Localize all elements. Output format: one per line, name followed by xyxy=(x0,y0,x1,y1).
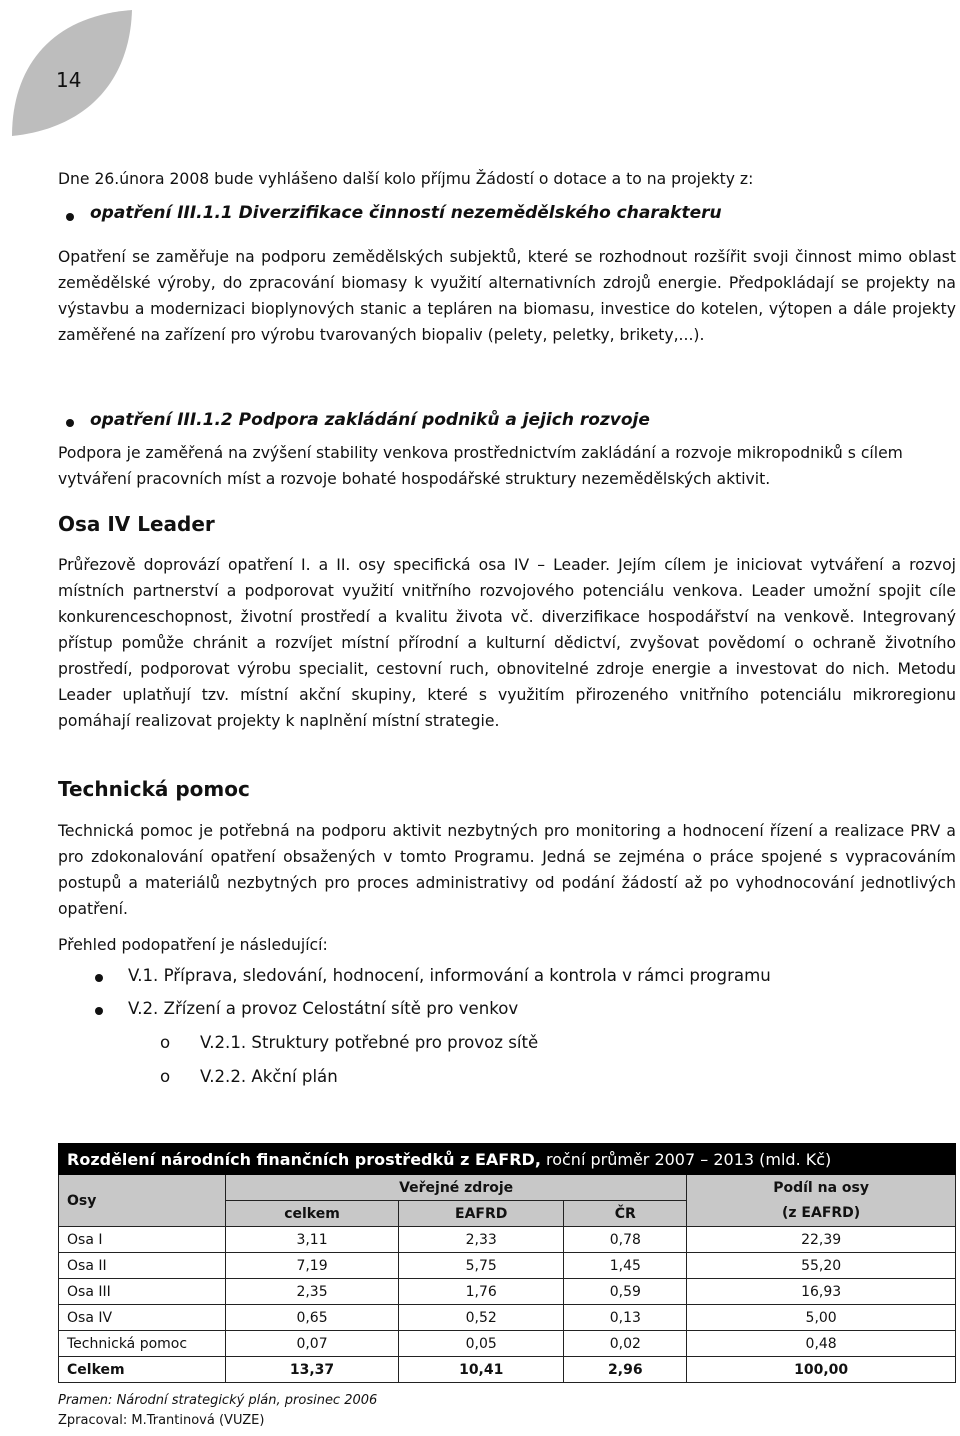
list-item: V.1. Příprava, sledování, hodnocení, informování a kontrola v rámci programu xyxy=(128,966,771,985)
tech-heading: Technická pomoc xyxy=(58,777,250,801)
sub-list-item: V.2.1. Struktury potřebné pro provoz sítě xyxy=(200,1033,539,1052)
header-public-sources: Veřejné zdroje xyxy=(226,1175,687,1201)
table-row: Osa I 3,11 2,33 0,78 22,39 xyxy=(59,1227,956,1253)
circle-bullet-icon: o xyxy=(160,1033,171,1052)
table-row: Technická pomoc 0,07 0,05 0,02 0,48 xyxy=(59,1331,956,1357)
header-total: celkem xyxy=(226,1201,399,1227)
finance-table xyxy=(58,1143,956,1383)
measure-2-heading: opatření III.1.2 Podpora zakládání podniků a jejich rozvoje xyxy=(90,410,650,430)
header-eafrd: EAFRD xyxy=(399,1201,564,1227)
processed-by: Zpracoval: M.Trantinová (VUZE) xyxy=(58,1413,265,1428)
header-share: Podíl na osy xyxy=(687,1175,956,1201)
header-cr: ČR xyxy=(564,1201,687,1227)
bullet-icon xyxy=(66,419,74,427)
overview-text: Přehled podopatření je následující: xyxy=(58,936,328,954)
measure-1-heading: opatření III.1.1 Diverzifikace činností nezemědělského charakteru xyxy=(90,203,722,223)
measure-2-text: Podpora je zaměřená na zvýšení stability venkova prostřednictvím zakládání a rozvoje mikropodniků s cílem vytváření pracovních míst a rozvoje bohaté hospodářské struktury nezemědělských aktivit. xyxy=(58,444,903,488)
sub-list-item: V.2.2. Akční plán xyxy=(200,1067,338,1086)
tech-text: Technická pomoc je potřebná na podporu aktivit nezbytných pro monitoring a hodnocení řízení a realizace PRV a pro zdokonalování opatření obsažených v tomto Programu. Jedná se zejména o práce spojené s vypracováním postupů a materiálů nezbytných pro proces administrativy od podání žádostí až po vyhodnocování jednotlivých opatření. xyxy=(58,822,956,918)
bullet-icon xyxy=(95,1007,103,1015)
bullet-icon xyxy=(95,974,103,982)
page-number: 14 xyxy=(56,68,82,92)
axis-4-heading: Osa IV Leader xyxy=(58,512,215,536)
intro-text: Dne 26.února 2008 bude vyhlášeno další kolo příjmu Žádostí o dotace a to na projekty z: xyxy=(58,170,754,188)
table-row: Osa IV 0,65 0,52 0,13 5,00 xyxy=(59,1305,956,1331)
axis-4-text: Průřezově doprovází opatření I. a II. osy specifická osa IV – Leader. Jejím cílem je iniciovat vytváření a rozvoj místních partnerství a podporovat využití vnitřního rozvojového potenciálu venkova. Leader umožní spojit cíle konkurenceschopnost, životní prostředí a kvalitu života vč. diverzifikace hospodářství na venkově. Integrovaný přístup pomůže chránit a rozvíjet místní přírodní a kulturní dědictví, zvyšovat povědomí o ochraně životního prostředí, podporovat výrobu specialit, cestovní ruch, obnovitelné zdroje energie a investovat do nich. Metodu Leader uplatňují tzv. místní akční skupiny, které s využitím přirozeného vnitřního potenciálu mikroregionu pomáhají realizovat projekty k naplnění místní strategie. xyxy=(58,556,956,730)
source-note: Pramen: Národní strategický plán, prosinec 2006 xyxy=(58,1393,378,1408)
table-title: Rozdělení národních finančních prostředků z EAFRD, roční průměr 2007 – 2013 (mld. Kč) xyxy=(59,1144,956,1175)
circle-bullet-icon: o xyxy=(160,1067,171,1086)
table-row-total: Celkem 13,37 10,41 2,96 100,00 xyxy=(59,1357,956,1383)
header-osy: Osy xyxy=(59,1175,226,1227)
measure-1-text: Opatření se zaměřuje na podporu zemědělských subjektů, které se rozhodnout rozšířit svoji činnost mimo oblast zemědělské výroby, do zpracování biomasy k využití alternativních zdrojů energie. Předpokládají se projekty na výstavbu a modernizaci bioplynových stanic a tepláren na biomasu, investice do kotelen, výtopen a dále projekty zaměřené na zařízení pro výrobu tvarovaných biopaliv (pelety, peletky, brikety,...). xyxy=(58,248,956,344)
bullet-icon xyxy=(66,213,74,221)
list-item: V.2. Zřízení a provoz Celostátní sítě pro venkov xyxy=(128,999,519,1018)
table-row: Osa III 2,35 1,76 0,59 16,93 xyxy=(59,1279,956,1305)
header-share-sub: (z EAFRD) xyxy=(687,1201,956,1227)
table-row: Osa II 7,19 5,75 1,45 55,20 xyxy=(59,1253,956,1279)
